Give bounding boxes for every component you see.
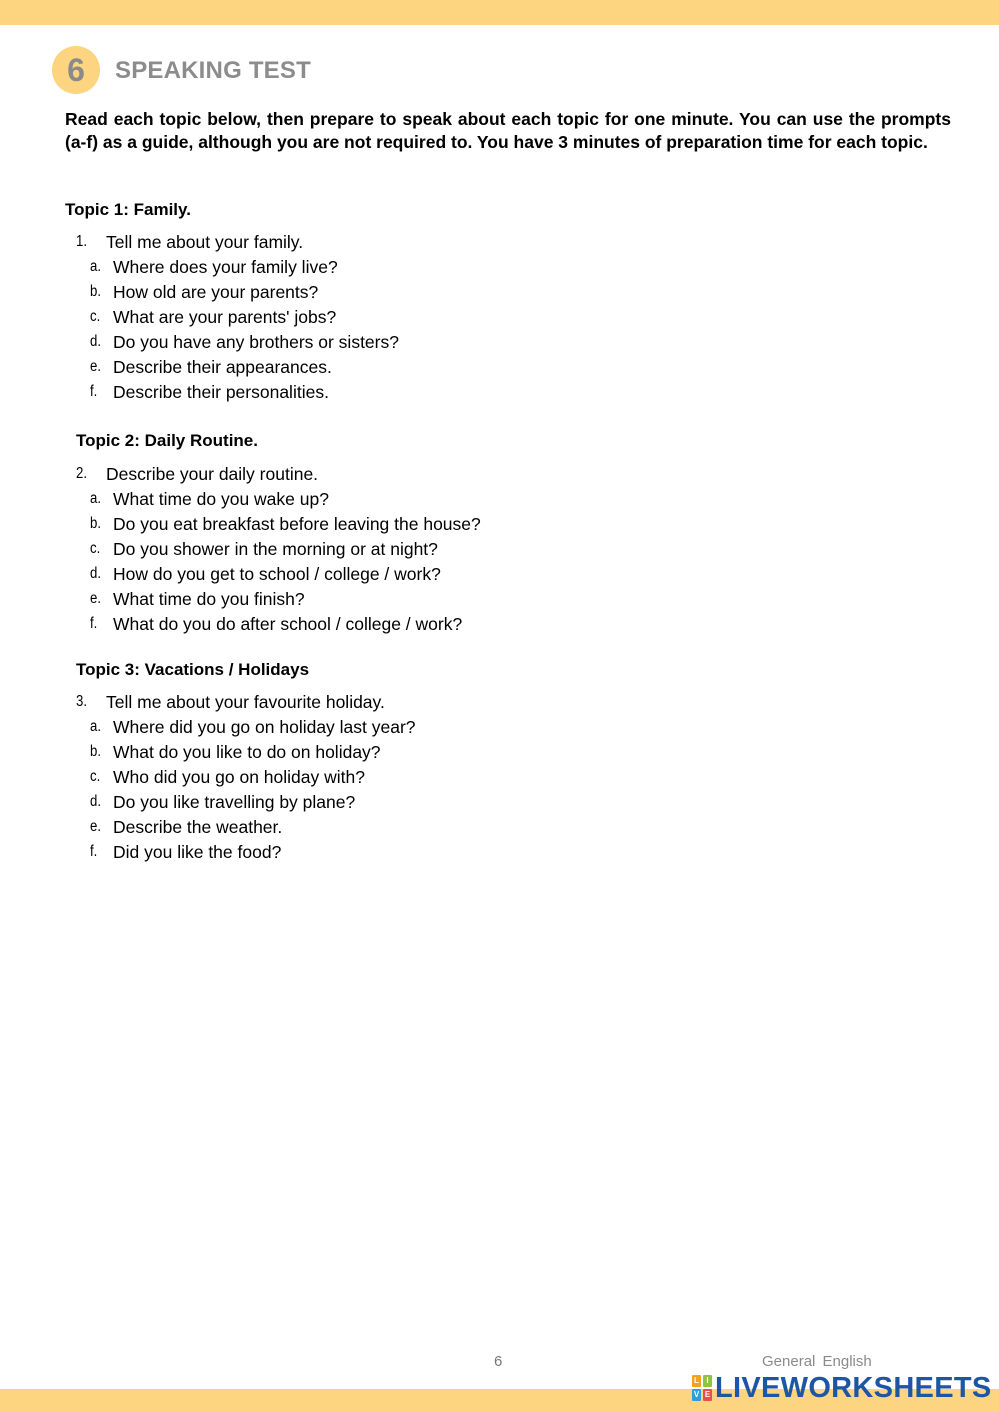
logo-block: L (692, 1375, 701, 1387)
prompt-letter: c. (90, 308, 101, 325)
prompt-letter: c. (90, 540, 101, 557)
prompt-text: Do you have any brothers or sisters? (113, 332, 399, 352)
page-number: 6 (494, 1353, 503, 1370)
topic-1-heading: Topic 1: Family. (65, 200, 191, 219)
question-number: 1. (76, 233, 87, 250)
prompt-text: What time do you wake up? (113, 489, 329, 509)
prompt-text: What time do you finish? (113, 589, 305, 609)
question-text: Tell me about your favourite holiday. (106, 692, 385, 712)
prompt-text: How old are your parents? (113, 282, 319, 302)
topic-2-heading: Topic 2: Daily Routine. (76, 431, 258, 450)
prompt-text: Describe their personalities. (113, 382, 329, 402)
prompt-text: Describe their appearances. (113, 357, 332, 377)
prompt-text: What do you do after school / college / work? (113, 614, 463, 634)
prompt-text: Do you shower in the morning or at night? (113, 539, 438, 559)
topic-3-heading: Topic 3: Vacations / Holidays (76, 660, 310, 679)
logo-block: E (704, 1390, 711, 1399)
liveworksheets-logo (692, 1374, 992, 1402)
prompt-letter: a. (90, 718, 101, 735)
prompt-letter: d. (90, 333, 101, 350)
prompt-letter: c. (90, 768, 101, 785)
logo-block: I (703, 1375, 712, 1387)
section-title: SPEAKING TEST (115, 57, 311, 84)
prompt-text: Where does your family live? (113, 257, 338, 277)
prompt-letter: b. (90, 743, 101, 760)
instructions-paragraph: Read each topic below, then prepare to speak about each topic for one minute. You can use the prompts (a-f) as a guide, although you are not required to. You have 3 minutes of preparation time for each topic. (65, 109, 951, 152)
prompt-text: Describe the weather. (113, 817, 283, 837)
prompt-letter: e. (90, 590, 101, 607)
prompt-letter: a. (90, 258, 101, 275)
prompt-text: Do you eat breakfast before leaving the house? (113, 514, 481, 534)
question-text: Tell me about your family. (106, 232, 304, 252)
prompt-letter: d. (90, 793, 101, 810)
top-accent-band (0, 0, 999, 25)
question-number: 3. (76, 693, 87, 710)
prompt-letter: d. (90, 565, 101, 582)
prompt-text: Did you like the food? (113, 842, 282, 862)
prompt-text: Do you like travelling by plane? (113, 792, 356, 812)
prompt-text: What do you like to do on holiday? (113, 742, 381, 762)
logo-block: V (693, 1390, 700, 1399)
question-number: 2. (76, 465, 87, 482)
course-label: General English (762, 1353, 872, 1370)
prompt-letter: e. (90, 358, 101, 375)
prompt-letter: a. (90, 490, 101, 507)
question-text: Describe your daily routine. (106, 464, 319, 484)
section-number: 6 (67, 51, 85, 88)
prompt-letter: b. (90, 283, 101, 300)
prompt-letter: f. (90, 843, 98, 860)
prompt-text: Where did you go on holiday last year? (113, 717, 416, 737)
section-number-badge (52, 46, 100, 94)
prompt-letter: f. (90, 615, 98, 632)
brand-name: LIVEWORKSHEETS (715, 1372, 992, 1404)
prompt-text: How do you get to school / college / work? (113, 564, 441, 584)
prompt-letter: e. (90, 818, 101, 835)
prompt-text: What are your parents' jobs? (113, 307, 337, 327)
logo-blocks-icon (692, 1375, 712, 1401)
prompt-text: Who did you go on holiday with? (113, 767, 365, 787)
prompt-letter: f. (90, 383, 98, 400)
prompt-letter: b. (90, 515, 101, 532)
